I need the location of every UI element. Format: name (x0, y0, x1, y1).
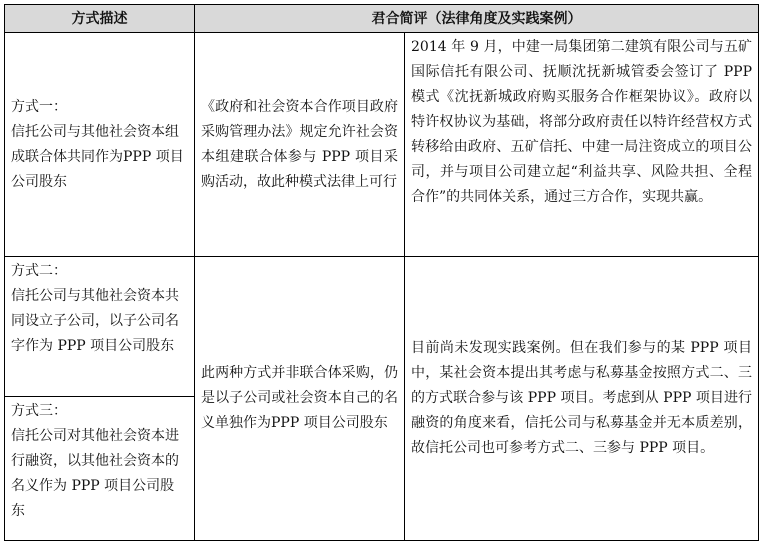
methods-two-three-case-text: 目前尚未发现实践案例。但在我们参与的某 PPP 项目中，某社会资本提出其考虑与私募基金按照方式二、三的方式联合参与该 PPP 项目。考虑到从 PPP 项目进行融资的角度来看，信托公司与私募基金并无本质差别，故信托公司也可参考方式二、三参与 PPP 项目。 (411, 340, 752, 456)
header-legal-comment (194, 4, 759, 33)
method-three-description: 信托公司对其他社会资本进行融资，以其他社会资本的名义作为 PPP 项目公司股东 (11, 428, 179, 519)
comparison-table (4, 4, 759, 541)
header-col1-text: 方式描述 (71, 10, 128, 27)
method-one-description: 信托公司与其他社会资本组成联合体共同作为PPP 项目公司股东 (11, 123, 184, 190)
methods-two-three-legal-text: 此两种方式并非联合体采购，仍是以子公司或社会资本自己的名义单独作为PPP 项目公司股东 (201, 365, 398, 431)
method-one-label: 方式一： (11, 98, 67, 115)
header-method-description (4, 4, 195, 33)
method-one-cell (4, 32, 195, 257)
method-three-label: 方式三： (11, 403, 67, 419)
method-two-cell (4, 256, 195, 397)
header-col2-text: 君合简评（法律角度及实践案例） (371, 10, 582, 27)
method-one-case-text: 2014 年 9 月，中建一局集团第二建筑有限公司与五矿国际信托有限公司、抚顺沈抚新城管委会签订了 PPP 模式《沈抚新城政府购买服务合作框架协议》。政府以特许权协议为基础，将部分政府责任以特许经营权方式转移给由政府、五矿信托、中建一局注资成立的项目公司，并与项目公司建立起“利益共享、风险共担、全程合作”的共同体关系，通过三方合作，实现共赢。 (411, 39, 752, 205)
methods-two-three-case-cell (404, 256, 759, 541)
method-one-case-cell (404, 32, 759, 257)
method-two-label: 方式二： (11, 263, 67, 279)
method-three-cell (4, 396, 195, 541)
method-two-description: 信托公司与其他社会资本共同设立子公司，以子公司名字作为 PPP 项目公司股东 (11, 288, 179, 354)
methods-two-three-legal-cell (194, 256, 405, 541)
method-one-legal-cell (194, 32, 405, 257)
method-one-legal-text: 《政府和社会资本合作项目政府采购管理办法》规定允许社会资本组建联合体参与 PPP 项目采购活动，故此种模式法律上可行 (201, 98, 398, 190)
